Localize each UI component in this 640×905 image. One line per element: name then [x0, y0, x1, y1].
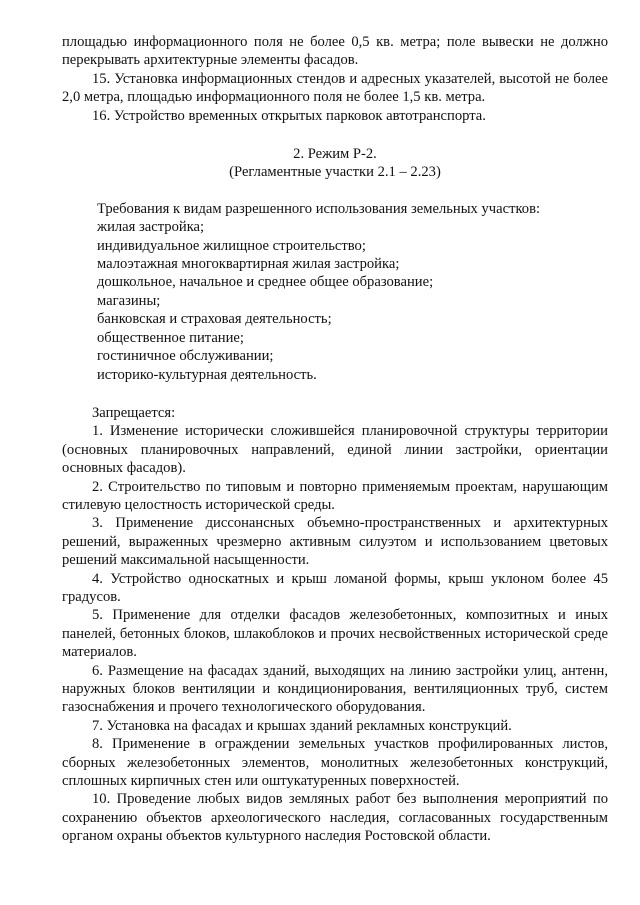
permitted-use-item: банковская и страховая деятельность; [97, 311, 332, 328]
permitted-use-item: общественное питание; [97, 329, 244, 346]
section-heading: 2. Режим Р-2. [293, 146, 377, 163]
prohibited-item-7: 7. Установка на фасадах и крышах зданий рекламных конструкций. [92, 717, 512, 734]
spacer [62, 182, 608, 200]
prohibited-item-8: 8. Применение в ограждении земельных участков профилированных листов, сборных железобетонных элементов, монолитных железобетонных конструкций, сплошных кирпичных стен или оштукатуренных поверхностей. [62, 736, 608, 790]
permitted-use-item: дошкольное, начальное и среднее общее образование; [97, 274, 434, 291]
prohibited-item-3: 3. Применение диссонансных объемно-пространственных и архитектурных решений, выраженных чрезмерно активным силуэтом и использованием цветовых решений максимальной насыщенности. [62, 515, 608, 569]
prohibited-item-5: 5. Применение для отделки фасадов железобетонных, композитных и иных панелей, бетонных блоков, шлакоблоков и прочих несвойственных исторической среде материалов. [62, 607, 608, 661]
prohibited-item-4: 4. Устройство односкатных и крыш ломаной формы, крыш уклоном более 45 градусов. [62, 570, 608, 605]
prohibited-title: Запрещается: [92, 404, 176, 421]
permitted-uses-title: Требования к видам разрешенного использования земельных участков: [97, 200, 541, 217]
spacer [62, 125, 608, 145]
permitted-use-item: историко-культурная деятельность. [97, 366, 317, 383]
permitted-use-item: малоэтажная многоквартирная жилая застройка; [97, 256, 400, 273]
permitted-uses [62, 200, 608, 384]
permitted-use-item: магазины; [97, 292, 161, 309]
spacer [62, 384, 608, 404]
document-body [62, 33, 608, 846]
section-subheading: (Регламентные участки 2.1 – 2.23) [229, 164, 441, 181]
intro-item-16: 16. Устройство временных открытых парковок автотранспорта. [92, 107, 486, 124]
permitted-use-item: индивидуальное жилищное строительство; [97, 237, 366, 254]
prohibited-item-6: 6. Размещение на фасадах зданий, выходящих на линию застройки улиц, антенн, наружных блоков вентиляции и кондиционирования, вентиляционных труб, систем газоснабжения и прочего технологического оборудования. [62, 662, 608, 716]
prohibited-item-1: 1. Изменение исторически сложившейся планировочной структуры территории (основных планировочных направлений, единой линии застройки, ориентации основных фасадов). [62, 423, 608, 477]
prohibited-item-2: 2. Строительство по типовым и повторно применяемым проектам, нарушающим стилевую целостность исторической среды. [62, 478, 608, 513]
prohibited-item-10: 10. Проведение любых видов земляных работ без выполнения мероприятий по сохранению объектов археологического наследия, согласованных государственным органом охраны объектов культурного наследия Ростовской области. [62, 791, 608, 845]
permitted-use-item: гостиничное обслуживании; [97, 348, 274, 365]
permitted-use-item: жилая застройка; [97, 219, 205, 236]
intro-item-15: 15. Установка информационных стендов и адресных указателей, высотой не более 2,0 метра, площадью информационного поля не более 1,5 кв. метра. [62, 70, 608, 106]
intro-continuation: площадью информационного поля не более 0,5 кв. метра; поле вывески не должно перекрывать архитектурные элементы фасадов. [62, 34, 608, 69]
